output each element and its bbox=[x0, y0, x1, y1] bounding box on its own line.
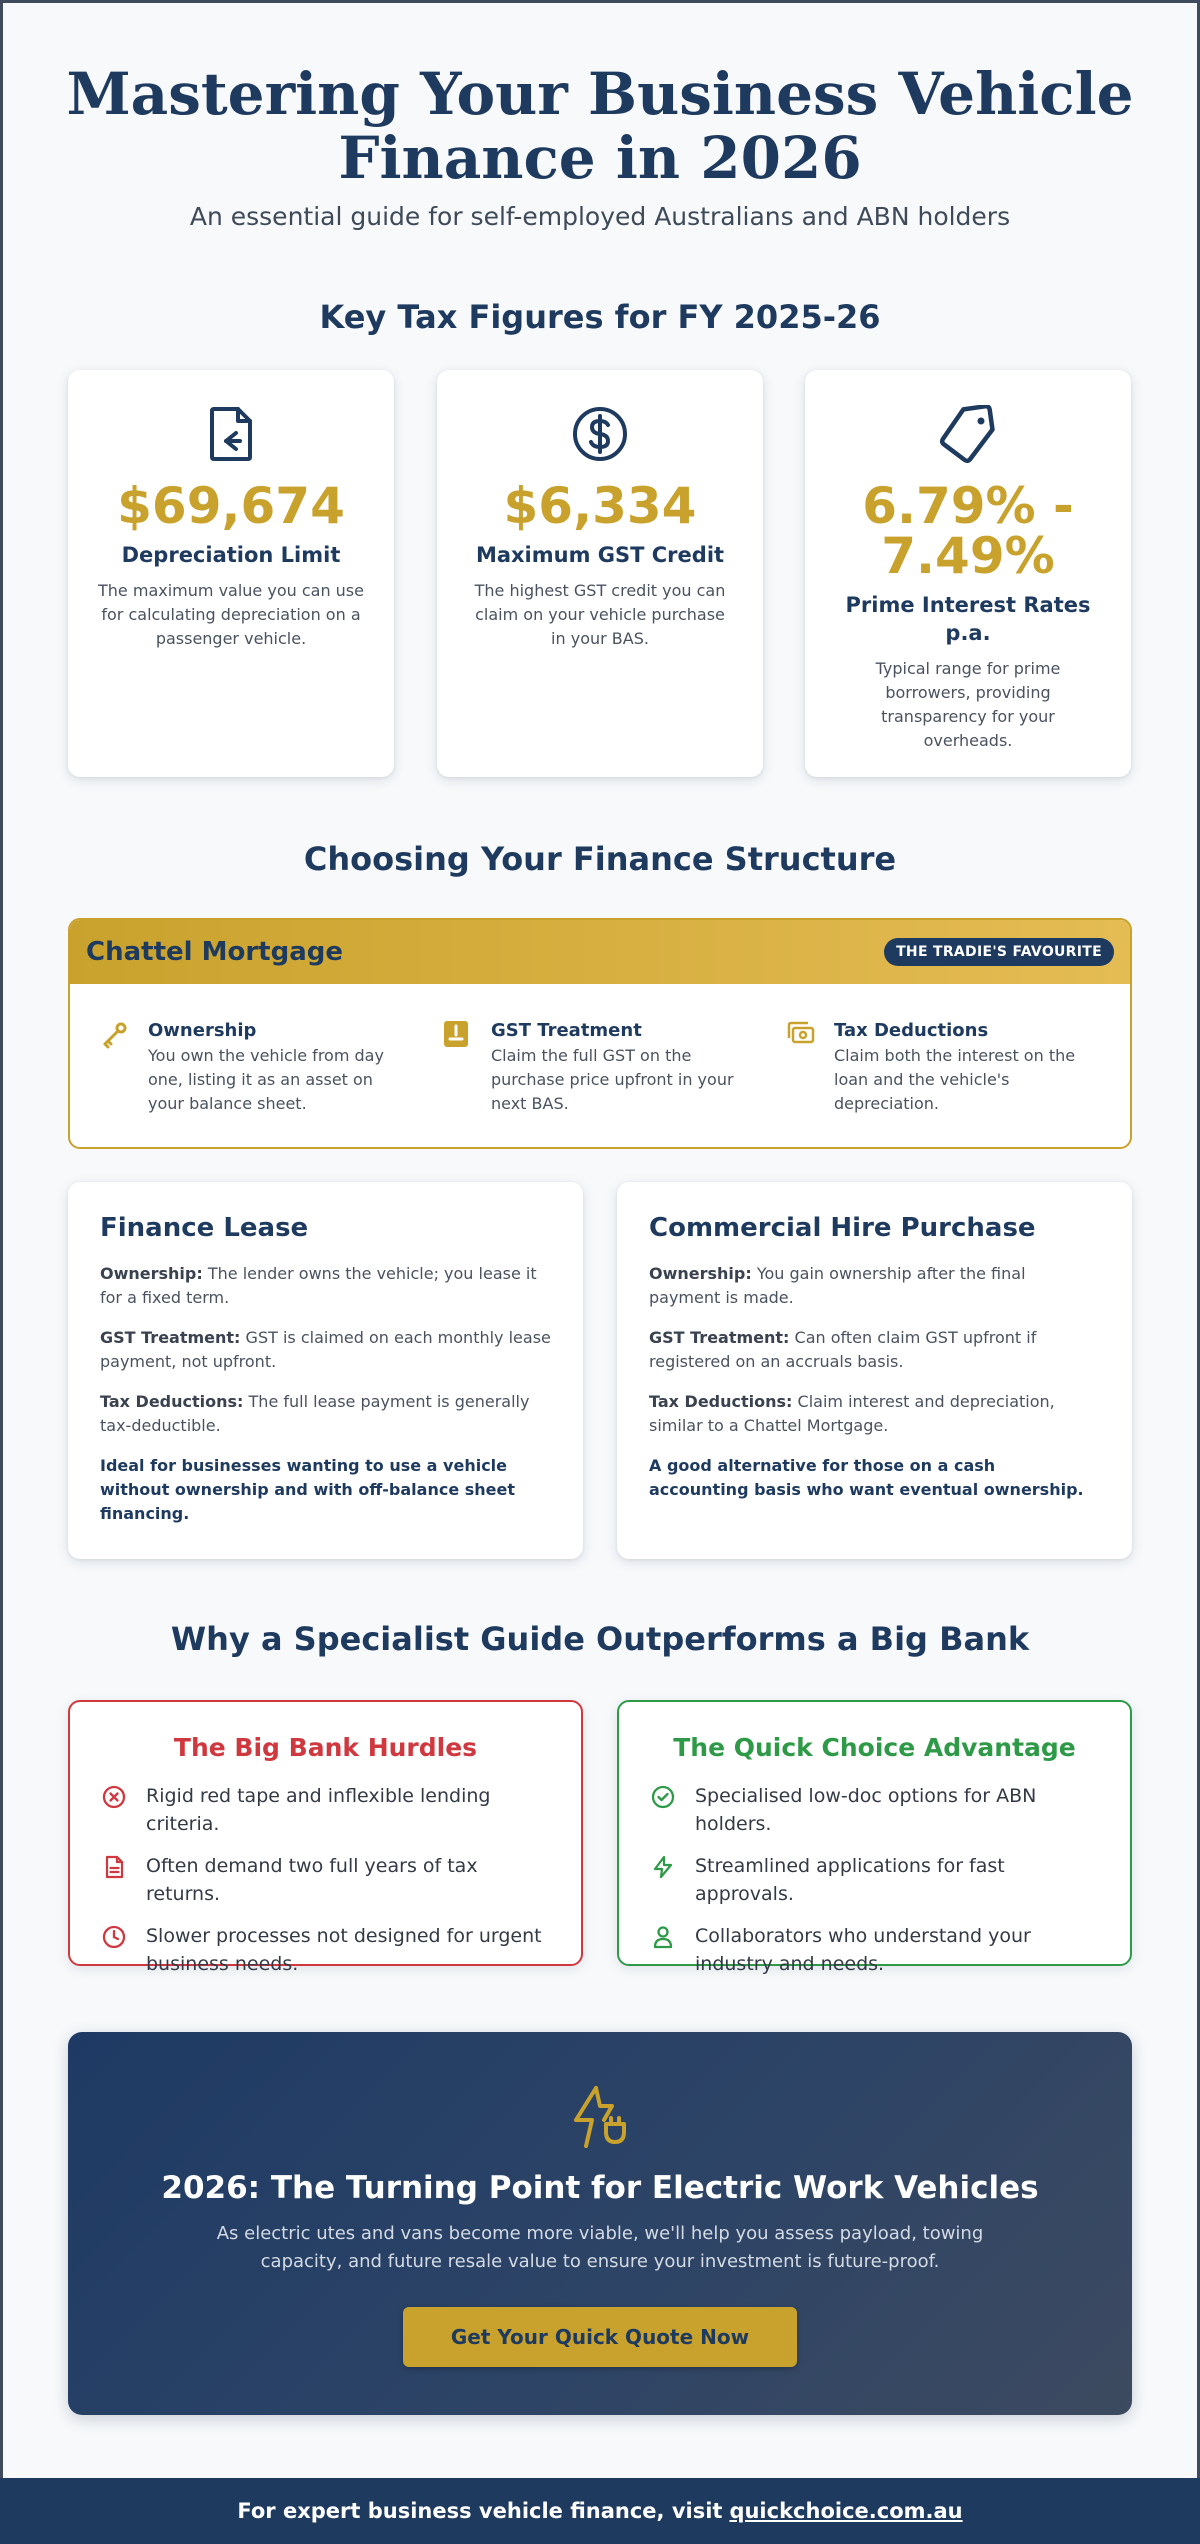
clock-icon bbox=[102, 1922, 146, 1953]
gst-text: Can often claim GST upfront if registered on an accruals basis. bbox=[649, 1328, 1037, 1371]
lightning-icon bbox=[651, 1852, 695, 1883]
list-item-text: Specialised low-doc options for ABN holders. bbox=[695, 1785, 1037, 1835]
key-figures-heading: Key Tax Figures for FY 2025-26 bbox=[319, 298, 881, 336]
list-item-text: Slower processes not designed for urgent business needs. bbox=[146, 1925, 542, 1975]
feature-description: You own the vehicle from day one, listing it as an asset on your balance sheet. bbox=[148, 1046, 384, 1113]
gst-label: GST Treatment: bbox=[100, 1328, 241, 1347]
tax-label: Tax Deductions: bbox=[100, 1392, 244, 1411]
chattel-feature-tax bbox=[786, 1020, 1086, 1116]
page-subtitle: An essential guide for self-employed Australians and ABN holders bbox=[189, 202, 1011, 231]
get-quote-button[interactable]: Get Your Quick Quote Now bbox=[403, 2307, 797, 2367]
stat-value: $69,674 bbox=[117, 477, 345, 535]
page-title: Mastering Your Business Vehicle Finance in 2026 bbox=[66, 60, 1134, 192]
stat-description: The maximum value you can use for calculating depreciation on a passenger vehicle. bbox=[98, 581, 364, 648]
stat-card-depreciation bbox=[68, 370, 394, 777]
footer-link[interactable]: quickchoice.com.au bbox=[729, 2499, 963, 2523]
document-arrow-icon bbox=[98, 405, 364, 467]
electric-plug-icon bbox=[68, 2084, 1132, 2150]
finance-lease-title: Finance Lease bbox=[100, 1213, 309, 1243]
hire-purchase-note: A good alternative for those on a cash accounting basis who want eventual ownership. bbox=[649, 1456, 1084, 1499]
footer-text: For expert business vehicle finance, visit bbox=[237, 2499, 723, 2523]
list-item bbox=[651, 1922, 1098, 1978]
list-item bbox=[102, 1782, 549, 1838]
finance-lease-note: Ideal for businesses wanting to use a vehicle without ownership and with off-balance sheet financing. bbox=[100, 1456, 516, 1523]
cta-text: As electric utes and vans become more viable, we'll help you assess payload, towing capacity, and future resale value to ensure your investment is future-proof. bbox=[216, 2223, 984, 2272]
finance-lease-gst bbox=[100, 1326, 551, 1374]
receipt-icon bbox=[443, 1020, 491, 1116]
feature-title: Tax Deductions bbox=[834, 1020, 989, 1041]
chattel-mortgage-title: Chattel Mortgage bbox=[86, 937, 343, 967]
feature-title: GST Treatment bbox=[491, 1020, 642, 1041]
ownership-label: Ownership: bbox=[100, 1264, 203, 1283]
gst-text: GST is claimed on each monthly lease payment, not upfront. bbox=[100, 1328, 551, 1371]
list-item-text: Often demand two full years of tax returns. bbox=[146, 1855, 478, 1905]
feature-title: Ownership bbox=[148, 1020, 257, 1041]
chattel-feature-gst bbox=[443, 1020, 743, 1116]
money-icon bbox=[786, 1020, 834, 1116]
electric-vehicle-cta bbox=[68, 2032, 1132, 2415]
list-item bbox=[651, 1782, 1098, 1838]
list-item bbox=[102, 1922, 549, 1978]
hire-purchase-gst bbox=[649, 1326, 1100, 1374]
big-bank-title: The Big Bank Hurdles bbox=[173, 1733, 478, 1762]
list-item-text: Rigid red tape and inflexible lending criteria. bbox=[146, 1785, 491, 1835]
hire-purchase-title: Commercial Hire Purchase bbox=[649, 1213, 1036, 1243]
finance-lease-tax bbox=[100, 1390, 551, 1438]
finance-lease-ownership bbox=[100, 1262, 551, 1310]
list-item bbox=[651, 1852, 1098, 1908]
hire-purchase-tax bbox=[649, 1390, 1100, 1438]
list-item-text: Collaborators who understand your industry and needs. bbox=[695, 1925, 1031, 1975]
footer bbox=[0, 2478, 1200, 2544]
ownership-text: You gain ownership after the final payment is made. bbox=[649, 1264, 1026, 1307]
check-circle-icon bbox=[651, 1782, 695, 1813]
finance-structure-heading: Choosing Your Finance Structure bbox=[303, 840, 897, 878]
chattel-mortgage-card bbox=[68, 918, 1132, 1149]
finance-lease-card bbox=[68, 1182, 583, 1559]
big-bank-card bbox=[68, 1700, 583, 1975]
gst-label: GST Treatment: bbox=[649, 1328, 790, 1347]
stat-value: 6.79% - 7.49% bbox=[862, 477, 1074, 585]
stat-label: Depreciation Limit bbox=[121, 543, 341, 567]
stat-value: $6,334 bbox=[503, 477, 697, 535]
favourite-badge: THE TRADIE'S FAVOURITE bbox=[884, 938, 1114, 966]
list-item-text: Streamlined applications for fast approvals. bbox=[695, 1855, 1005, 1905]
dollar-circle-icon bbox=[467, 405, 733, 467]
hire-purchase-card bbox=[617, 1182, 1132, 1559]
document-icon bbox=[102, 1852, 146, 1883]
feature-description: Claim both the interest on the loan and the vehicle's depreciation. bbox=[834, 1046, 1076, 1113]
chattel-feature-ownership bbox=[100, 1020, 400, 1116]
cta-title: 2026: The Turning Point for Electric Work Vehicles bbox=[161, 2170, 1039, 2206]
list-item bbox=[102, 1852, 549, 1908]
stat-label: Prime Interest Rates p.a. bbox=[845, 593, 1091, 645]
ownership-label: Ownership: bbox=[649, 1264, 752, 1283]
stat-label: Maximum GST Credit bbox=[475, 543, 725, 567]
stat-card-interest-rates bbox=[805, 370, 1131, 777]
chattel-mortgage-header bbox=[70, 920, 1130, 984]
comparison-heading: Why a Specialist Guide Outperforms a Big Bank bbox=[170, 1620, 1030, 1658]
stat-description: The highest GST credit you can claim on your vehicle purchase in your BAS. bbox=[474, 581, 726, 648]
stat-description: Typical range for prime borrowers, providing transparency for your overheads. bbox=[875, 659, 1061, 750]
feature-description: Claim the full GST on the purchase price upfront in your next BAS. bbox=[491, 1046, 734, 1113]
person-icon bbox=[651, 1922, 695, 1953]
hire-purchase-ownership bbox=[649, 1262, 1100, 1310]
tax-text: The full lease payment is generally tax-deductible. bbox=[100, 1392, 530, 1435]
stat-card-gst bbox=[437, 370, 763, 777]
quick-choice-title: The Quick Choice Advantage bbox=[673, 1733, 1076, 1762]
tax-label: Tax Deductions: bbox=[649, 1392, 793, 1411]
x-circle-icon bbox=[102, 1782, 146, 1813]
key-icon bbox=[100, 1020, 148, 1116]
tax-text: Claim interest and depreciation, similar to a Chattel Mortgage. bbox=[649, 1392, 1055, 1435]
quick-choice-card bbox=[617, 1700, 1132, 1975]
price-tag-icon bbox=[835, 405, 1101, 467]
ownership-text: The lender owns the vehicle; you lease it for a fixed term. bbox=[100, 1264, 537, 1307]
